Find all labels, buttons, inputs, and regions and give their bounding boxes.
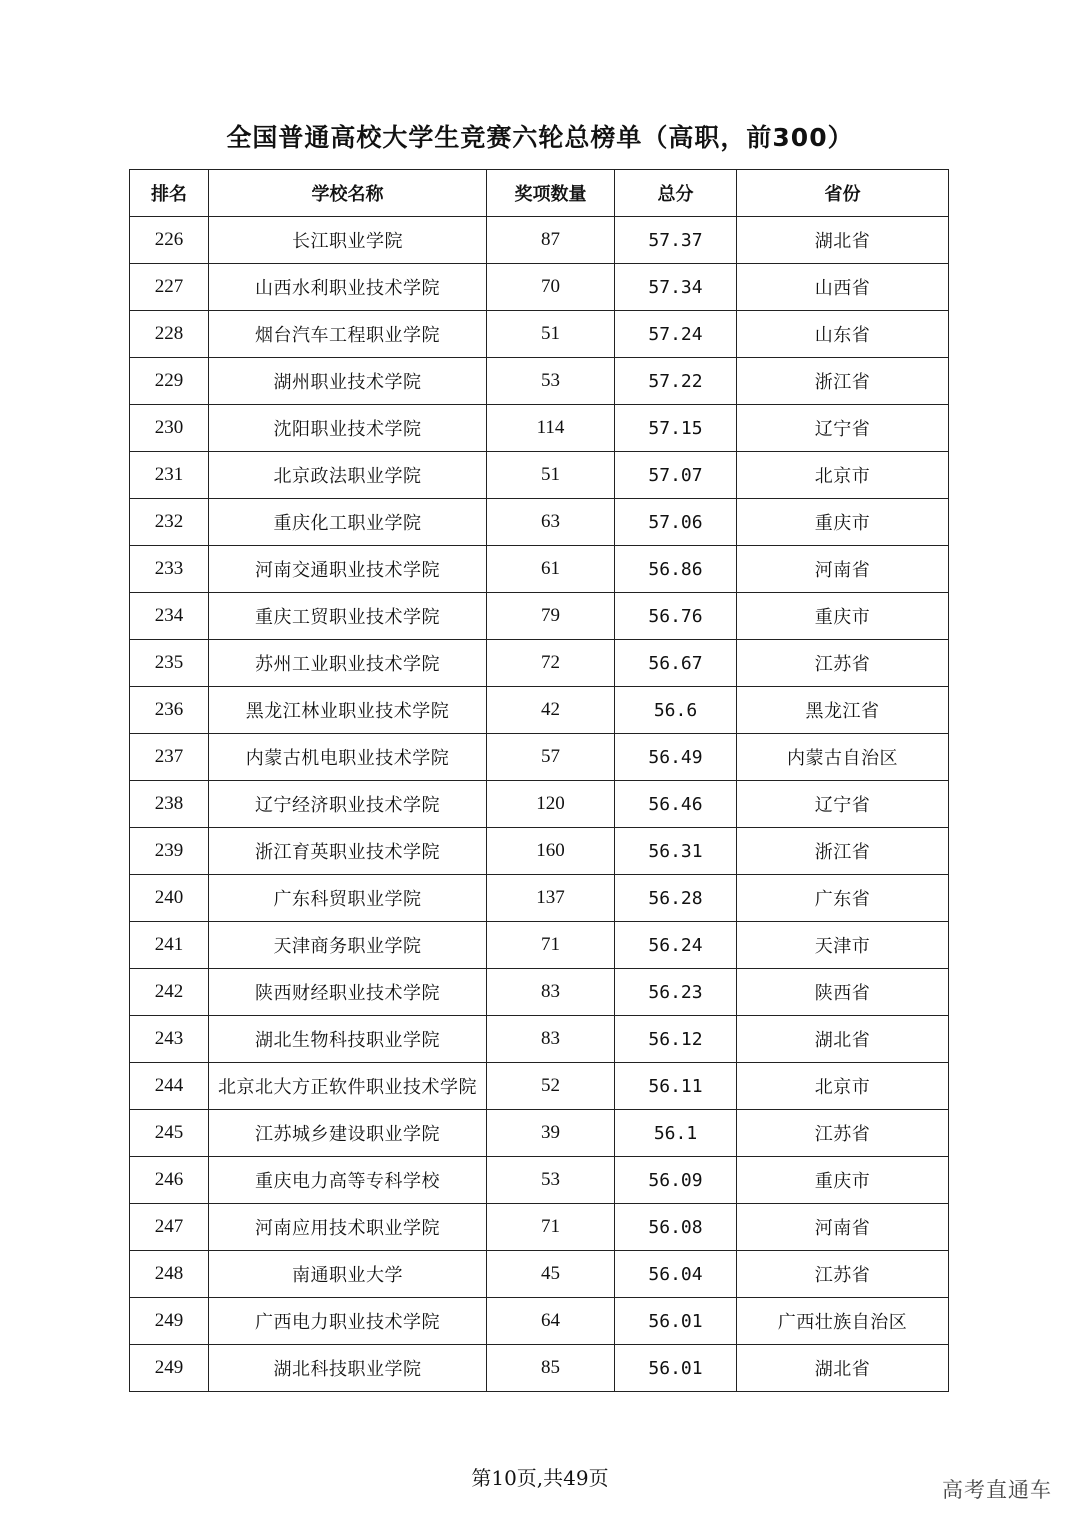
cell-rank: 247 [130,1204,209,1251]
cell-rank: 231 [130,452,209,499]
cell-awards: 39 [487,1110,615,1157]
table-row [130,405,949,452]
table-row [130,875,949,922]
cell-school: 湖州职业技术学院 [209,358,487,405]
cell-awards: 83 [487,969,615,1016]
cell-score: 57.07 [615,452,737,499]
cell-score: 57.34 [615,264,737,311]
cell-school: 湖北科技职业学院 [209,1345,487,1392]
table-row [130,546,949,593]
cell-province: 河南省 [737,546,949,593]
cell-school: 内蒙古机电职业技术学院 [209,734,487,781]
table-row [130,687,949,734]
cell-school: 广西电力职业技术学院 [209,1298,487,1345]
cell-awards: 63 [487,499,615,546]
cell-school: 浙江育英职业技术学院 [209,828,487,875]
cell-school: 山西水利职业技术学院 [209,264,487,311]
ranking-table [129,169,949,1392]
cell-province: 天津市 [737,922,949,969]
cell-rank: 226 [130,217,209,264]
table-row [130,1016,949,1063]
cell-score: 56.31 [615,828,737,875]
cell-province: 北京市 [737,1063,949,1110]
table-row [130,593,949,640]
cell-rank: 233 [130,546,209,593]
cell-score: 57.06 [615,499,737,546]
cell-rank: 249 [130,1298,209,1345]
cell-awards: 71 [487,922,615,969]
cell-awards: 51 [487,452,615,499]
cell-school: 重庆电力高等专科学校 [209,1157,487,1204]
table-header-row [130,170,949,217]
table-row [130,264,949,311]
cell-school: 沈阳职业技术学院 [209,405,487,452]
cell-province: 江苏省 [737,640,949,687]
cell-rank: 238 [130,781,209,828]
cell-school: 黑龙江林业职业技术学院 [209,687,487,734]
cell-province: 河南省 [737,1204,949,1251]
cell-awards: 70 [487,264,615,311]
cell-school: 北京政法职业学院 [209,452,487,499]
table-row [130,358,949,405]
cell-rank: 237 [130,734,209,781]
watermark: 高考直通车 [942,1478,1052,1502]
table-row [130,499,949,546]
table-row [130,922,949,969]
page-title: 全国普通高校大学生竞赛六轮总榜单（高职，前300） [226,123,854,152]
cell-province: 黑龙江省 [737,687,949,734]
cell-rank: 232 [130,499,209,546]
cell-rank: 228 [130,311,209,358]
cell-school: 烟台汽车工程职业学院 [209,311,487,358]
table-row [130,452,949,499]
cell-school: 湖北生物科技职业学院 [209,1016,487,1063]
cell-score: 56.49 [615,734,737,781]
cell-school: 广东科贸职业学院 [209,875,487,922]
cell-rank: 244 [130,1063,209,1110]
table-row [130,734,949,781]
table-row [130,1298,949,1345]
cell-rank: 248 [130,1251,209,1298]
cell-province: 辽宁省 [737,405,949,452]
cell-awards: 64 [487,1298,615,1345]
cell-school: 北京北大方正软件职业技术学院 [209,1063,487,1110]
cell-awards: 120 [487,781,615,828]
cell-school: 天津商务职业学院 [209,922,487,969]
cell-province: 湖北省 [737,1345,949,1392]
cell-province: 内蒙古自治区 [737,734,949,781]
cell-rank: 236 [130,687,209,734]
cell-score: 56.24 [615,922,737,969]
cell-province: 山西省 [737,264,949,311]
cell-province: 湖北省 [737,217,949,264]
cell-rank: 227 [130,264,209,311]
cell-awards: 114 [487,405,615,452]
cell-score: 56.11 [615,1063,737,1110]
cell-province: 北京市 [737,452,949,499]
cell-awards: 61 [487,546,615,593]
cell-score: 57.37 [615,217,737,264]
cell-school: 江苏城乡建设职业学院 [209,1110,487,1157]
cell-score: 56.1 [615,1110,737,1157]
cell-province: 浙江省 [737,828,949,875]
table-row [130,1063,949,1110]
cell-province: 陕西省 [737,969,949,1016]
table-row [130,217,949,264]
cell-rank: 234 [130,593,209,640]
cell-rank: 239 [130,828,209,875]
cell-score: 56.86 [615,546,737,593]
cell-score: 56.12 [615,1016,737,1063]
header-awards: 奖项数量 [487,170,615,217]
cell-province: 重庆市 [737,499,949,546]
cell-school: 重庆工贸职业技术学院 [209,593,487,640]
page-number: 第10页,共49页 [471,1466,609,1490]
table-row [130,1251,949,1298]
cell-score: 56.6 [615,687,737,734]
cell-awards: 51 [487,311,615,358]
cell-province: 广西壮族自治区 [737,1298,949,1345]
cell-province: 山东省 [737,311,949,358]
cell-province: 江苏省 [737,1110,949,1157]
table-row [130,640,949,687]
cell-rank: 249 [130,1345,209,1392]
cell-rank: 243 [130,1016,209,1063]
cell-score: 57.22 [615,358,737,405]
cell-score: 57.15 [615,405,737,452]
cell-score: 57.24 [615,311,737,358]
table-row [130,1157,949,1204]
cell-school: 河南应用技术职业学院 [209,1204,487,1251]
table-row [130,781,949,828]
cell-rank: 245 [130,1110,209,1157]
cell-awards: 42 [487,687,615,734]
cell-rank: 240 [130,875,209,922]
cell-school: 河南交通职业技术学院 [209,546,487,593]
cell-score: 56.08 [615,1204,737,1251]
cell-province: 重庆市 [737,593,949,640]
cell-province: 辽宁省 [737,781,949,828]
cell-score: 56.46 [615,781,737,828]
cell-awards: 53 [487,358,615,405]
cell-province: 江苏省 [737,1251,949,1298]
header-school: 学校名称 [209,170,487,217]
table-row [130,1345,949,1392]
cell-rank: 242 [130,969,209,1016]
cell-school: 辽宁经济职业技术学院 [209,781,487,828]
cell-province: 重庆市 [737,1157,949,1204]
table-row [130,1110,949,1157]
cell-score: 56.67 [615,640,737,687]
table-row [130,1204,949,1251]
header-rank: 排名 [130,170,209,217]
cell-school: 重庆化工职业学院 [209,499,487,546]
cell-awards: 79 [487,593,615,640]
table-row [130,828,949,875]
cell-province: 浙江省 [737,358,949,405]
cell-score: 56.01 [615,1298,737,1345]
cell-rank: 241 [130,922,209,969]
cell-score: 56.28 [615,875,737,922]
cell-awards: 57 [487,734,615,781]
header-province: 省份 [737,170,949,217]
cell-province: 广东省 [737,875,949,922]
table-row [130,969,949,1016]
cell-awards: 160 [487,828,615,875]
cell-rank: 229 [130,358,209,405]
cell-province: 湖北省 [737,1016,949,1063]
cell-score: 56.04 [615,1251,737,1298]
cell-score: 56.01 [615,1345,737,1392]
cell-rank: 230 [130,405,209,452]
cell-school: 南通职业大学 [209,1251,487,1298]
cell-school: 苏州工业职业技术学院 [209,640,487,687]
cell-school: 陕西财经职业技术学院 [209,969,487,1016]
cell-awards: 83 [487,1016,615,1063]
table-row [130,311,949,358]
cell-score: 56.23 [615,969,737,1016]
cell-score: 56.76 [615,593,737,640]
cell-awards: 85 [487,1345,615,1392]
cell-awards: 71 [487,1204,615,1251]
cell-awards: 45 [487,1251,615,1298]
cell-school: 长江职业学院 [209,217,487,264]
cell-rank: 246 [130,1157,209,1204]
header-score: 总分 [615,170,737,217]
cell-awards: 53 [487,1157,615,1204]
cell-score: 56.09 [615,1157,737,1204]
cell-awards: 72 [487,640,615,687]
cell-awards: 87 [487,217,615,264]
cell-awards: 52 [487,1063,615,1110]
cell-rank: 235 [130,640,209,687]
cell-awards: 137 [487,875,615,922]
